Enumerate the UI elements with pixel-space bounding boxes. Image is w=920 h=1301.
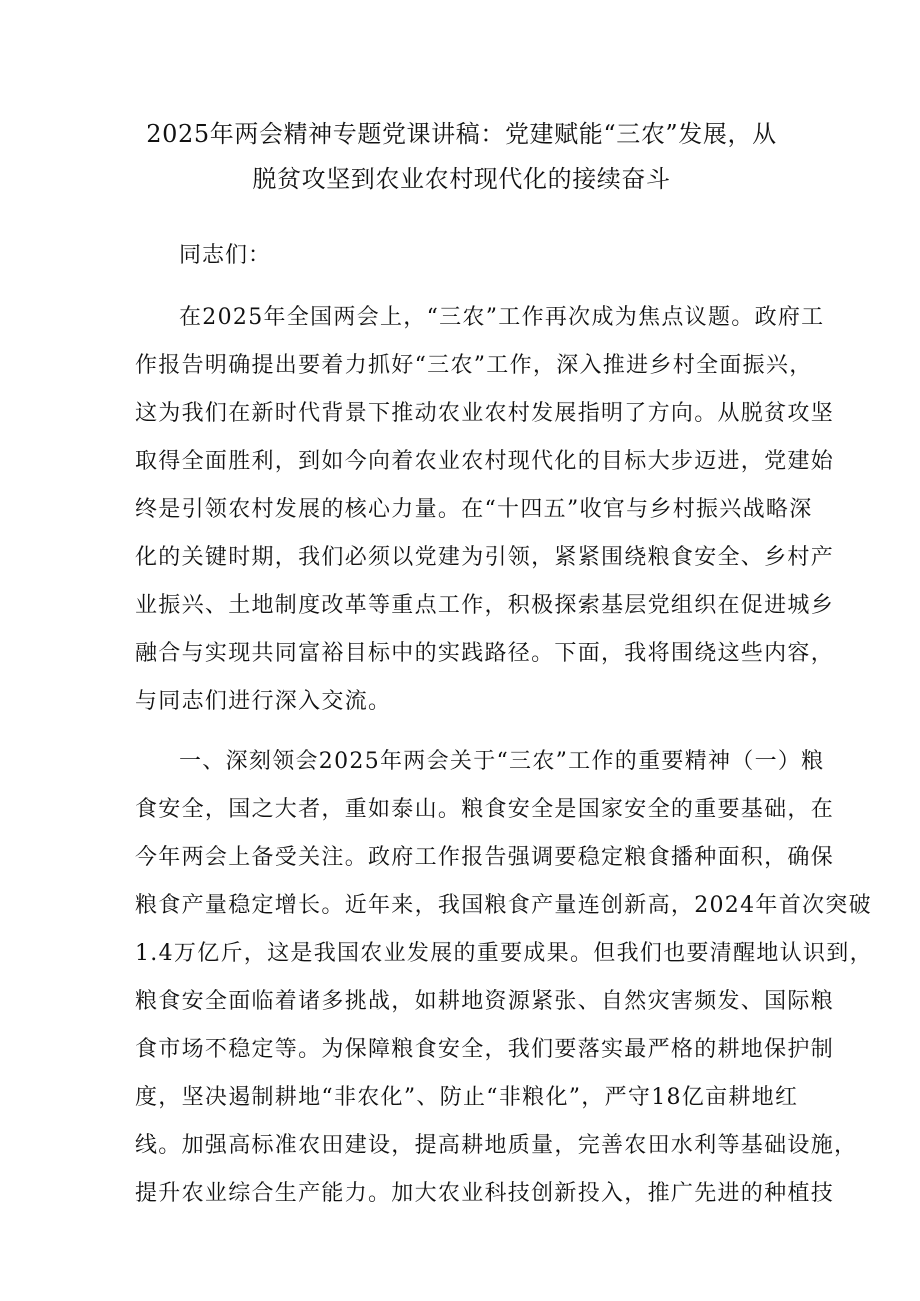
paragraph-line: 化的关键时期，我们必须以党建为引领，紧紧围绕粮食安全、乡村产 — [135, 545, 835, 570]
paragraph-line: 取得全面胜利，到如今向着农业农村现代化的目标大步迈进，党建始 — [135, 449, 835, 474]
paragraph-line: 食安全，国之大者，重如泰山。粮食安全是国家安全的重要基础，在 — [135, 797, 835, 822]
salutation: 同志们： — [179, 243, 272, 268]
title-line-1: 2025年两会精神专题党课讲稿：党建赋能“三农”发展，从 — [146, 120, 777, 148]
paragraph-line: 线。加强高标准农田建设，提高耕地质量，完善农田水利等基础设施， — [135, 1133, 858, 1158]
paragraph-line: 提升农业综合生产能力。加大农业科技创新投入，推广先进的种植技 — [135, 1181, 835, 1206]
paragraph-line: 1.4万亿斤，这是我国农业发展的重要成果。但我们也要清醒地认识到， — [135, 941, 873, 966]
paragraph-section-one — [135, 738, 873, 1218]
paragraph-line: 终是引领农村发展的核心力量。在“十四五”收官与乡村振兴战略深 — [135, 497, 813, 522]
paragraph-line: 一、深刻领会2025年两会关于“三农”工作的重要精神（一）粮 — [179, 749, 825, 774]
title-line-2: 脱贫攻坚到农业农村现代化的接续奋斗 — [252, 165, 671, 193]
page-title — [135, 108, 788, 202]
paragraph-line: 粮食安全面临着诸多挑战，如耕地资源紧张、自然灾害频发、国际粮 — [135, 989, 835, 1014]
paragraph-line: 业振兴、土地制度改革等重点工作，积极探索基层党组织在促进城乡 — [135, 593, 835, 618]
paragraph-line: 作报告明确提出要着力抓好“三农”工作，深入推进乡村全面振兴， — [135, 353, 813, 378]
paragraph-line: 粮食产量稳定增长。近年来，我国粮食产量连创新高，2024年首次突破 — [135, 893, 872, 918]
paragraph-line: 在2025年全国两会上，“三农”工作再次成为焦点议题。政府工 — [179, 305, 825, 330]
paragraph-line: 与同志们进行深入交流。 — [135, 689, 392, 714]
paragraph-line: 融合与实现共同富裕目标中的实践路径。下面，我将围绕这些内容， — [135, 641, 835, 666]
paragraph-line: 今年两会上备受关注。政府工作报告强调要稳定粮食播种面积，确保 — [135, 845, 835, 870]
paragraph-line: 食市场不稳定等。为保障粮食安全，我们要落实最严格的耕地保护制 — [135, 1037, 835, 1062]
paragraph-line: 度，坚决遏制耕地“非农化”、防止“非粮化”，严守18亿亩耕地红 — [135, 1085, 799, 1110]
paragraph-line: 这为我们在新时代背景下推动农业农村发展指明了方向。从脱贫攻坚 — [135, 401, 835, 426]
paragraph-intro — [135, 294, 835, 726]
